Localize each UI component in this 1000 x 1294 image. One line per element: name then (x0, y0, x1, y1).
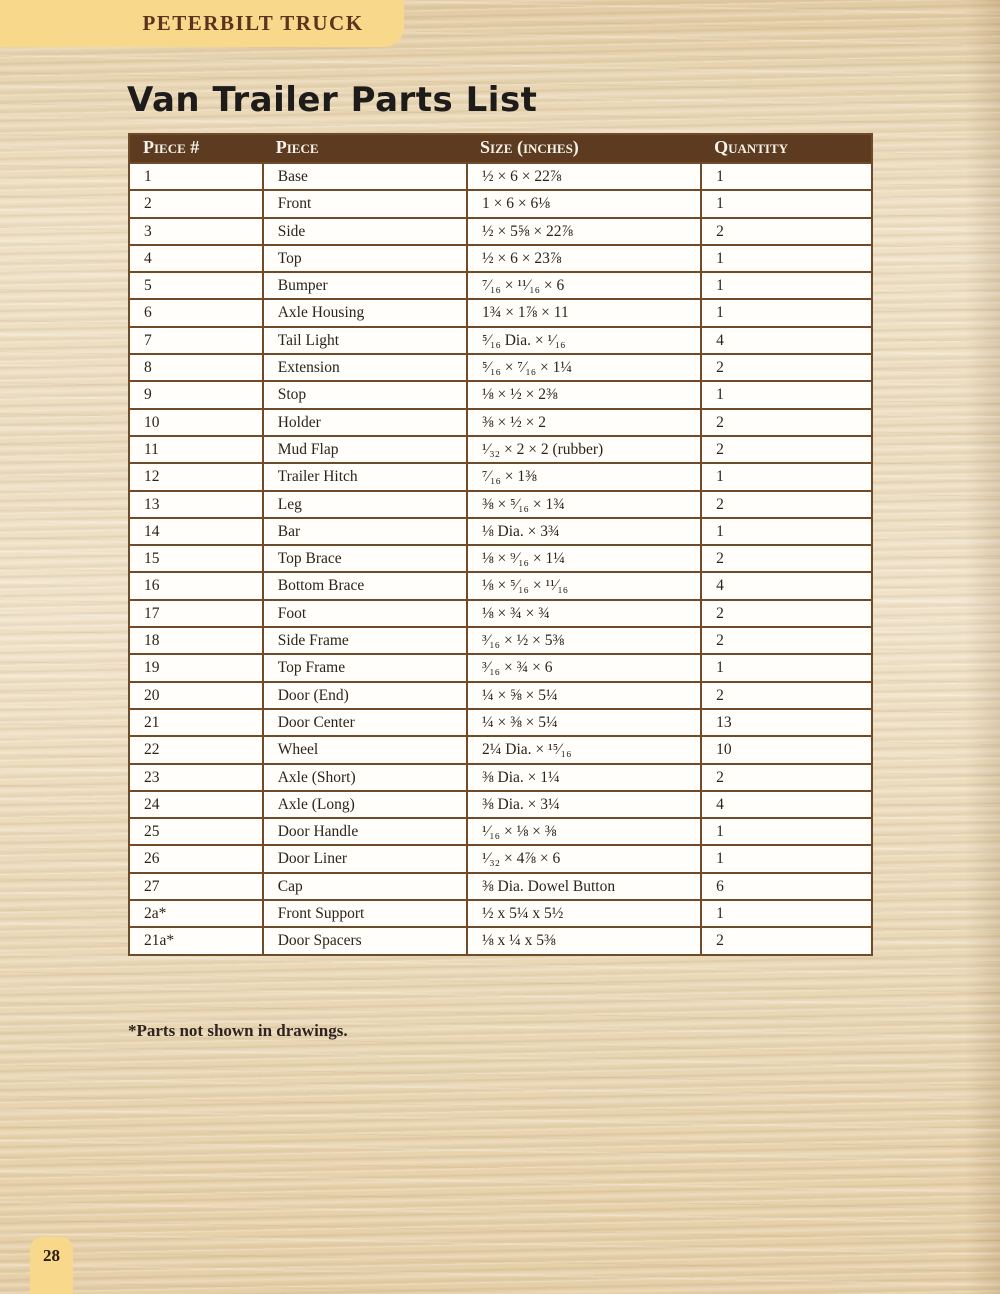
cell-size: ⅜ Dia. Dowel Button (467, 873, 701, 900)
cell-size: ⅛ Dia. × 3¾ (467, 518, 701, 545)
cell-piece-name: Top Brace (263, 545, 467, 572)
cell-piece-name: Bumper (263, 272, 467, 299)
cell-piece-number: 25 (129, 818, 263, 845)
column-header-piece-number: Piece # (129, 134, 263, 163)
table-row (129, 654, 872, 681)
cell-size: ⁵⁄₁₆ Dia. × ¹⁄₁₆ (467, 327, 701, 354)
table-row (129, 709, 872, 736)
cell-piece-number: 18 (129, 627, 263, 654)
table-row (129, 600, 872, 627)
cell-quantity: 1 (701, 518, 872, 545)
cell-piece-number: 19 (129, 654, 263, 681)
cell-piece-name: Front Support (263, 900, 467, 927)
cell-piece-number: 26 (129, 845, 263, 872)
table-row (129, 218, 872, 245)
cell-piece-number: 21a* (129, 927, 263, 954)
cell-piece-name: Side (263, 218, 467, 245)
table-row (129, 381, 872, 408)
table-row (129, 545, 872, 572)
cell-quantity: 1 (701, 818, 872, 845)
cell-quantity: 1 (701, 163, 872, 190)
cell-piece-name: Door Center (263, 709, 467, 736)
table-row (129, 354, 872, 381)
table-row (129, 927, 872, 954)
cell-size: ⁷⁄₁₆ × 1⅜ (467, 463, 701, 490)
cell-piece-name: Top (263, 245, 467, 272)
cell-quantity: 4 (701, 572, 872, 599)
cell-quantity: 13 (701, 709, 872, 736)
cell-size: ¹⁄₃₂ × 4⅞ × 6 (467, 845, 701, 872)
cell-quantity: 2 (701, 491, 872, 518)
cell-piece-name: Holder (263, 409, 467, 436)
table-row (129, 327, 872, 354)
cell-quantity: 1 (701, 272, 872, 299)
cell-piece-number: 13 (129, 491, 263, 518)
cell-piece-name: Top Frame (263, 654, 467, 681)
cell-piece-name: Bottom Brace (263, 572, 467, 599)
cell-piece-number: 6 (129, 299, 263, 326)
cell-quantity: 2 (701, 409, 872, 436)
cell-quantity: 2 (701, 600, 872, 627)
cell-piece-number: 17 (129, 600, 263, 627)
parts-table (128, 133, 873, 956)
cell-piece-number: 2 (129, 190, 263, 217)
cell-piece-name: Side Frame (263, 627, 467, 654)
cell-piece-name: Trailer Hitch (263, 463, 467, 490)
chapter-tab (0, 0, 404, 47)
cell-quantity: 2 (701, 764, 872, 791)
cell-piece-name: Axle (Long) (263, 791, 467, 818)
cell-piece-name: Door (End) (263, 682, 467, 709)
column-header-quantity: Quantity (701, 134, 872, 163)
parts-table-header (129, 134, 872, 163)
cell-piece-number: 21 (129, 709, 263, 736)
table-row (129, 436, 872, 463)
cell-quantity: 1 (701, 463, 872, 490)
cell-quantity: 4 (701, 327, 872, 354)
cell-piece-name: Stop (263, 381, 467, 408)
column-header-piece: Piece (263, 134, 467, 163)
cell-piece-number: 16 (129, 572, 263, 599)
table-row (129, 163, 872, 190)
cell-quantity: 2 (701, 218, 872, 245)
cell-piece-number: 27 (129, 873, 263, 900)
cell-size: ⅛ x ¼ x 5⅜ (467, 927, 701, 954)
cell-quantity: 2 (701, 436, 872, 463)
cell-quantity: 10 (701, 736, 872, 763)
cell-piece-name: Cap (263, 873, 467, 900)
cell-quantity: 1 (701, 654, 872, 681)
cell-quantity: 2 (701, 927, 872, 954)
cell-piece-number: 3 (129, 218, 263, 245)
cell-size: ¼ × ⅝ × 5¼ (467, 682, 701, 709)
column-header-size: Size (inches) (467, 134, 701, 163)
cell-piece-number: 20 (129, 682, 263, 709)
table-row (129, 627, 872, 654)
cell-size: 2¼ Dia. × ¹⁵⁄₁₆ (467, 736, 701, 763)
cell-piece-name: Mud Flap (263, 436, 467, 463)
cell-size: ⅛ × ⁹⁄₁₆ × 1¼ (467, 545, 701, 572)
cell-piece-number: 8 (129, 354, 263, 381)
cell-piece-name: Front (263, 190, 467, 217)
cell-quantity: 2 (701, 627, 872, 654)
cell-size: ⁵⁄₁₆ × ⁷⁄₁₆ × 1¼ (467, 354, 701, 381)
cell-piece-number: 12 (129, 463, 263, 490)
cell-piece-name: Door Handle (263, 818, 467, 845)
cell-piece-name: Axle Housing (263, 299, 467, 326)
cell-size: ½ × 5⅝ × 22⅞ (467, 218, 701, 245)
cell-piece-number: 24 (129, 791, 263, 818)
table-row (129, 272, 872, 299)
cell-quantity: 1 (701, 190, 872, 217)
parts-table-body (129, 163, 872, 955)
page-number-tab (30, 1237, 73, 1294)
cell-size: ⅜ Dia. × 3¼ (467, 791, 701, 818)
table-row (129, 518, 872, 545)
cell-size: ³⁄₁₆ × ¾ × 6 (467, 654, 701, 681)
cell-size: ⅜ Dia. × 1¼ (467, 764, 701, 791)
cell-quantity: 1 (701, 245, 872, 272)
cell-piece-number: 2a* (129, 900, 263, 927)
table-row (129, 873, 872, 900)
table-row (129, 900, 872, 927)
cell-piece-number: 23 (129, 764, 263, 791)
table-row (129, 491, 872, 518)
cell-size: ⅛ × ¾ × ¾ (467, 600, 701, 627)
cell-quantity: 2 (701, 354, 872, 381)
table-row (129, 572, 872, 599)
cell-size: ³⁄₁₆ × ½ × 5⅜ (467, 627, 701, 654)
table-row (129, 791, 872, 818)
chapter-tab-label: PETERBILT TRUCK (142, 11, 364, 35)
cell-quantity: 4 (701, 791, 872, 818)
table-row (129, 818, 872, 845)
table-row (129, 463, 872, 490)
cell-piece-name: Axle (Short) (263, 764, 467, 791)
cell-size: ⅛ × ⁵⁄₁₆ × ¹¹⁄₁₆ (467, 572, 701, 599)
cell-size: ½ × 6 × 22⅞ (467, 163, 701, 190)
cell-size: ½ × 6 × 23⅞ (467, 245, 701, 272)
cell-piece-name: Extension (263, 354, 467, 381)
cell-quantity: 1 (701, 900, 872, 927)
cell-size: ¼ × ⅜ × 5¼ (467, 709, 701, 736)
cell-size: ⅜ × ⁵⁄₁₆ × 1¾ (467, 491, 701, 518)
cell-quantity: 2 (701, 545, 872, 572)
page-number: 28 (43, 1246, 60, 1265)
cell-size: ½ x 5¼ x 5½ (467, 900, 701, 927)
table-row (129, 245, 872, 272)
cell-size: ¹⁄₁₆ × ⅛ × ⅜ (467, 818, 701, 845)
cell-piece-number: 5 (129, 272, 263, 299)
cell-piece-number: 11 (129, 436, 263, 463)
cell-piece-name: Wheel (263, 736, 467, 763)
cell-piece-name: Door Spacers (263, 927, 467, 954)
cell-piece-number: 22 (129, 736, 263, 763)
cell-size: ¹⁄₃₂ × 2 × 2 (rubber) (467, 436, 701, 463)
table-row (129, 736, 872, 763)
cell-piece-name: Foot (263, 600, 467, 627)
table-row (129, 764, 872, 791)
cell-piece-name: Leg (263, 491, 467, 518)
cell-piece-number: 7 (129, 327, 263, 354)
table-row (129, 299, 872, 326)
footnote: *Parts not shown in drawings. (128, 1021, 348, 1040)
cell-size: 1 × 6 × 6⅛ (467, 190, 701, 217)
cell-piece-name: Tail Light (263, 327, 467, 354)
cell-size: ⅜ × ½ × 2 (467, 409, 701, 436)
table-row (129, 682, 872, 709)
table-row (129, 845, 872, 872)
cell-quantity: 1 (701, 845, 872, 872)
cell-quantity: 6 (701, 873, 872, 900)
cell-piece-number: 10 (129, 409, 263, 436)
cell-piece-number: 4 (129, 245, 263, 272)
cell-quantity: 1 (701, 381, 872, 408)
cell-quantity: 2 (701, 682, 872, 709)
cell-size: ⅛ × ½ × 2⅜ (467, 381, 701, 408)
cell-piece-name: Base (263, 163, 467, 190)
cell-piece-number: 1 (129, 163, 263, 190)
cell-size: 1¾ × 1⅞ × 11 (467, 299, 701, 326)
cell-size: ⁷⁄₁₆ × ¹¹⁄₁₆ × 6 (467, 272, 701, 299)
cell-piece-number: 9 (129, 381, 263, 408)
page-title: Van Trailer Parts List (127, 80, 538, 120)
table-row (129, 190, 872, 217)
table-row (129, 409, 872, 436)
cell-quantity: 1 (701, 299, 872, 326)
cell-piece-name: Door Liner (263, 845, 467, 872)
cell-piece-number: 15 (129, 545, 263, 572)
cell-piece-name: Bar (263, 518, 467, 545)
cell-piece-number: 14 (129, 518, 263, 545)
